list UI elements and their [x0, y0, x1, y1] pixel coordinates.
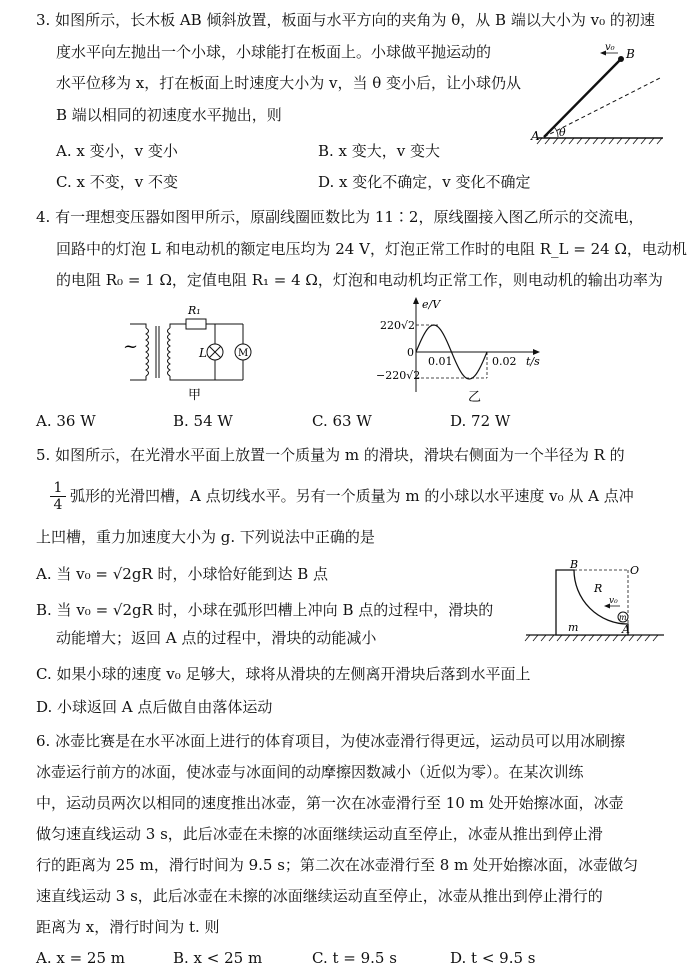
- q3-line-4: B 端以相同的初速度水平抛出，则: [56, 106, 282, 124]
- q6-line-1: 6. 冰壶比赛是在水平冰面上进行的体育项目，为使冰壶滑行得更远，运动员可以用冰刷擦: [36, 732, 626, 750]
- q4-label-y-neg: −220√2: [376, 369, 421, 382]
- q3-label-b: B: [626, 47, 635, 61]
- q6-line-5: 行的距离为 25 m，滑行时间为 9.5 s；第二次在冰壶滑行至 8 m 处开始擦冰面，冰壶做匀: [36, 856, 639, 874]
- q4-option-c[interactable]: C. 63 W: [312, 412, 372, 430]
- q5-label-a: A: [622, 623, 630, 636]
- q6-line-3: 中，运动员两次以相同的速度推出冰壶，第一次在冰壶滑行至 10 m 处开始擦冰面，冰壶: [36, 794, 624, 812]
- q4-label-m: M: [238, 348, 249, 359]
- q5-option-b-cont: 动能增大；返回 A 点的过程中，滑块的动能减小: [56, 629, 377, 647]
- q4-option-a[interactable]: A. 36 W: [36, 412, 96, 430]
- q4-option-d[interactable]: D. 72 W: [450, 412, 511, 430]
- q3-label-a: A: [531, 129, 540, 143]
- q3-line-1: 3. 如图所示，长木板 AB 倾斜放置，板面与水平方向的夹角为 θ，从 B 端以大小为 v₀ 的初速: [36, 11, 655, 29]
- q4-figure-yi-waveform: [376, 294, 556, 404]
- q4-tick-t2: 0.02: [492, 355, 517, 368]
- q6-option-d[interactable]: D. t < 9.5 s: [450, 949, 536, 967]
- q5-option-a[interactable]: A. 当 v₀ = √2gR 时，小球恰好能到达 B 点: [36, 565, 329, 583]
- q3-option-b[interactable]: B. x 变大，v 变大: [318, 142, 441, 160]
- q6-line-2: 冰壶运行前方的冰面，使冰壶与冰面间的动摩擦因数减小（近似为零）。在某次训练: [36, 763, 584, 781]
- q5-figure-slider-groove: [518, 556, 668, 646]
- q5-option-b[interactable]: B. 当 v₀ = √2gR 时，小球在弧形凹槽上冲向 B 点的过程中，滑块的: [36, 601, 494, 619]
- q3-figure-inclined-board: [528, 40, 668, 150]
- q4-line-1: 4. 有一理想变压器如图甲所示，原副线圈匝数比为 11∶2，原线圈接入图乙所示的交流电，: [36, 208, 644, 226]
- q3-label-v0: v₀: [605, 42, 615, 53]
- q4-label-t: t/s: [526, 355, 540, 368]
- q3-option-a[interactable]: A. x 变小，v 变小: [56, 142, 178, 160]
- q3-label-theta: θ: [559, 126, 566, 139]
- q4-label-origin: 0: [407, 346, 414, 359]
- q3-line-3: 水平位移为 x，打在板面上时速度大小为 v，当 θ 变小后，让小球仍从: [56, 74, 522, 92]
- q6-option-b[interactable]: B. x < 25 m: [173, 949, 263, 967]
- q6-line-7: 距离为 x，滑行时间为 t. 则: [36, 918, 220, 936]
- q6-option-c[interactable]: C. t = 9.5 s: [312, 949, 397, 967]
- q4-line-3: 的电阻 R₀ = 1 Ω，定值电阻 R₁ = 4 Ω，灯泡和电动机均正常工作，则电动机的输出功率为: [56, 271, 663, 289]
- q5-option-d[interactable]: D. 小球返回 A 点后做自由落体运动: [36, 698, 273, 716]
- q6-line-6: 速直线运动 3 s，此后冰壶在未擦的冰面继续运动直至停止，冰壶从推出到停止滑行的: [36, 887, 603, 905]
- q5-label-r: R: [594, 582, 603, 595]
- q5-label-b: B: [570, 558, 579, 571]
- q4-caption-yi: 乙: [468, 390, 482, 404]
- q4-option-b[interactable]: B. 54 W: [173, 412, 233, 430]
- q3-option-d[interactable]: D. x 变化不确定，v 变化不确定: [318, 173, 531, 191]
- q3-line-2: 度水平向左抛出一个小球，小球能打在板面上。小球做平抛运动的: [56, 43, 492, 61]
- q4-label-y-pos: 220√2: [380, 319, 416, 332]
- q5-fraction-denominator: 4: [53, 497, 63, 513]
- q4-line-2: 回路中的灯泡 L 和电动机的额定电压均为 24 V，灯泡正常工作时的电阻 R_L = 24 Ω，电动机: [56, 240, 687, 258]
- q5-option-c[interactable]: C. 如果小球的速度 v₀ 足够大，球将从滑块的左侧离开滑块后落到水平面上: [36, 665, 531, 683]
- q5-label-m-block: m: [568, 621, 579, 634]
- q4-ac-source-symbol: ~: [123, 336, 139, 357]
- q5-fraction: [50, 480, 66, 513]
- q4-figure-jia-circuit: [118, 302, 278, 402]
- q5-label-o: O: [630, 564, 640, 577]
- q5-line-1: 5. 如图所示，在光滑水平面上放置一个质量为 m 的滑块，滑块右侧面为一个半径为 R 的: [36, 446, 625, 464]
- q4-tick-t1: 0.01: [428, 355, 453, 368]
- q6-line-4: 做匀速直线运动 3 s，此后冰壶在未擦的冰面继续运动直至停止，冰壶从推出到停止滑: [36, 825, 603, 843]
- q5-fraction-numerator: 1: [50, 480, 66, 497]
- q5-line-2: 弧形的光滑凹槽，A 点切线水平。另有一个质量为 m 的小球以水平速度 v₀ 从 A 点冲: [70, 487, 634, 505]
- q5-label-v0: v₀: [609, 596, 618, 606]
- q5-line-3: 上凹槽，重力加速度大小为 g. 下列说法中正确的是: [36, 528, 375, 546]
- q4-caption-jia: 甲: [188, 388, 202, 402]
- q4-label-r1: R₁: [188, 304, 201, 317]
- q5-label-m-ball: m: [619, 613, 627, 622]
- q3-option-c[interactable]: C. x 不变，v 不变: [56, 173, 178, 191]
- q4-label-l: L: [199, 346, 207, 360]
- q6-option-a[interactable]: A. x = 25 m: [36, 949, 126, 967]
- q4-label-e: e/V: [422, 298, 441, 311]
